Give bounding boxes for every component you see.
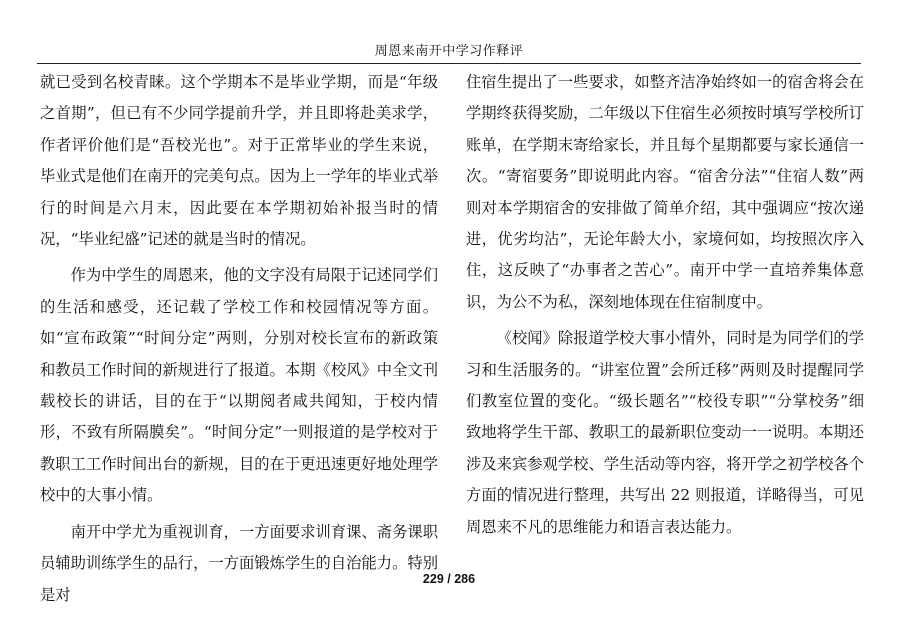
running-header: 周恩来南开中学习作释评 [374,44,524,59]
page-number: 229 / 286 [422,572,476,586]
left-paragraph-2: 作为中学生的周恩来，他的文字没有局限于记述同学们的生活和感受，还记载了学校工作和校园情况等方面。如“宣布政策”“时间分定”两则，分别对校长宣布的新政策和教员工作时间的新规进行了报道。本期《校风》中全文刊载校长的讲话，目的在于“以期阅者咸共闻知，于校内情形，不致有所隔膜矣”。“时间分定”一则报道的是学校对于教职工工作时间出台的新规，目的在于更迅速更好地处理学校中的大事小情。 [40,266,438,505]
right-paragraph-1: 住宿生提出了一些要求，如整齐洁净始终如一的宿舍将会在学期终获得奖励，二年级以下住宿生必须按时填写学校所订账单，在学期末寄给家长，并且每个星期都要与家长通信一次。“寄宿要务”即说明此内容。“宿舍分法”“住宿人数”两则对本学期宿舍的安排做了简单介绍，其中强调应“按次递进，优劣均沾”，无论年龄大小，家境何如，均按照次序入住，这反映了“办事者之苦心”。南开中学一直培养集体意识，为公不为私，深刻地体现在住宿制度中。 [466,73,864,311]
right-column [466,67,864,543]
left-column [40,67,438,611]
left-paragraph-3: 南开中学尤为重视训育，一方面要求训育课、斋务课职员辅助训练学生的品行，一方面锻炼学生的自治能力。特别是对 [40,522,438,604]
left-paragraph-1: 就已受到名校青睐。这个学期本不是毕业学期，而是“年级之首期”，但已有不少同学提前升学，并且即将赴美求学，作者评价他们是“吾校光也”。对于正常毕业的学生来说，毕业式是他们在南开的完美句点。因为上一学年的毕业式举行的时间是六月末，因此要在本学期初始补报当时的情况，“毕业纪盛”记述的就是当时的情况。 [40,73,438,249]
header-rule [37,63,861,64]
right-paragraph-2: 《校闻》除报道学校大事小情外，同时是为同学们的学习和生活服务的。“讲室位置”会所迁移”两则及时提醒同学们教室位置的变化。“级长题名”“校役专职”“分掌校务”细致地将学生干部、教职工的最新职位变动一一说明。本期还涉及来宾参观学校、学生活动等内容，将开学之初学校各个方面的情况进行整理，共写出 22 则报道，详略得当，可见周恩来不凡的思维能力和语言表达能力。 [466,329,864,536]
